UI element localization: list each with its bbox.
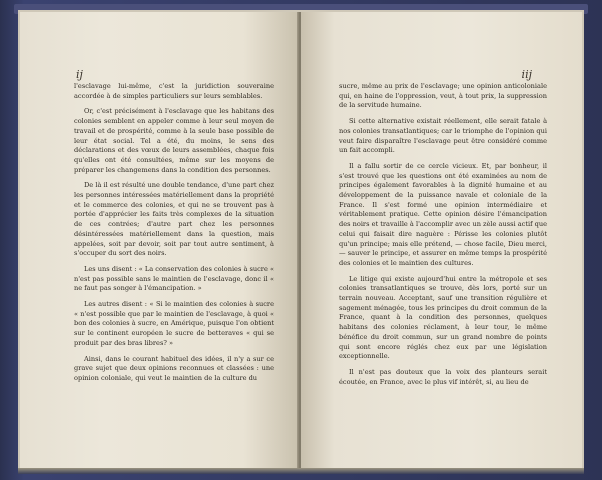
- paragraph: Il a fallu sortir de ce cercle vicieux. Et, par bonheur, il s'est trouvé que les questions ont été examinées au nom de principes également favorables à la dignité humaine et au développement de la puissance navale et coloniale de la France. Il s'est formé une opinion intermédiaire et véritablement pratique. Cette opinion désire l'émancipation des noirs et travaille à l'accomplir avec un zèle aussi actif que celui qui faisait dire naguère : Périsse les colonies plutôt qu'un principe; mais elle prétend, — chose facile, Dieu merci, — sauver le principe, et assurer en même temps la prospérité des colonies et le maintien des cultures.: [339, 161, 547, 267]
- right-page: [301, 12, 582, 470]
- paragraph: Les autres disent : « Si le maintien des colonies à sucre « n'est possible que par le maintien de l'esclavage, à quoi « bon des colonies à sucre, en Amérique, puisque l'on obtient sur le continent européen le sucre de betteraves « qui se produit par des bras libres? »: [74, 300, 274, 347]
- paragraph: Si cette alternative existait réellement, elle serait fatale à nos colonies transatlantiques; car le triomphe de l'opinion qui veut faire disparaître l'esclavage peut être considéré comme un fait accompli.: [339, 117, 547, 155]
- paragraph: sucre, même au prix de l'esclavage; une opinion anticoloniale qui, en haine de l'oppression, veut, à tout prix, la suppression de la servitude humaine.: [339, 82, 547, 110]
- paragraph: l'esclavage lui-même, c'est la juridiction souveraine accordée à de simples particuliers sur leurs semblables.: [74, 82, 274, 100]
- right-page-text: [339, 82, 547, 393]
- paragraph: Il n'est pas douteux que la voix des planteurs serait écoutée, en France, avec le plus vif intérêt, si, au lieu de: [339, 367, 547, 386]
- paragraph: De là il est résulté une double tendance, d'une part chez les personnes intéressées matériellement dans la propriété et le commerce des colonies, et qui ne se trouvent pas à portée d'apprécier les faits très complexes de la situation de ces contrées; d'autre part chez les personnes désintéressées matériellement dans la question, mais appelées, soit par devoir, soit par tout autre sentiment, à s'occuper du sort des noirs.: [74, 181, 274, 258]
- left-page: [20, 12, 299, 470]
- open-book: [18, 10, 584, 472]
- paragraph: Ainsi, dans le courant habituel des idées, il n'y a sur ce grave sujet que deux opinions reconnues et classées : une opinion coloniale, qui veut le maintien de la culture du: [74, 354, 274, 382]
- paragraph: Le litige qui existe aujourd'hui entre la métropole et ses colonies transatlantiques se trouve, dès lors, porté sur un terrain nouveau. Acceptant, sauf une transition régulière et sagement ménagée, tous les principes du droit commun de la France, quant à la condition des personnes, quelques habitans des colonies réclament, à leur tour, le même bénéfice du droit commun, sur un grand nombre de points qui sont encore réglés chez eux par une législation exceptionnelle.: [339, 274, 547, 361]
- right-page-number: iij: [521, 68, 532, 81]
- book-bottom-edge: [18, 468, 584, 474]
- paragraph: Les uns disent : « La conservation des colonies à sucre « n'est pas possible sans le maintien de l'esclavage, donc il « ne faut pas songer à l'émancipation. »: [74, 264, 274, 293]
- left-page-text: [74, 82, 274, 390]
- paragraph: Or, c'est précisément à l'esclavage que les habitans des colonies semblent en appeler comme à leur seul moyen de travail et de prospérité, comme à la seule base possible de leur état social. Tel a été, du moins, le sens des déclarations et des vœux de leurs assemblées, chaque fois qu'elles ont été consultées, même sur les moyens de préparer les changemens dans la condition des personnes.: [74, 107, 274, 174]
- left-page-number: ij: [76, 68, 83, 81]
